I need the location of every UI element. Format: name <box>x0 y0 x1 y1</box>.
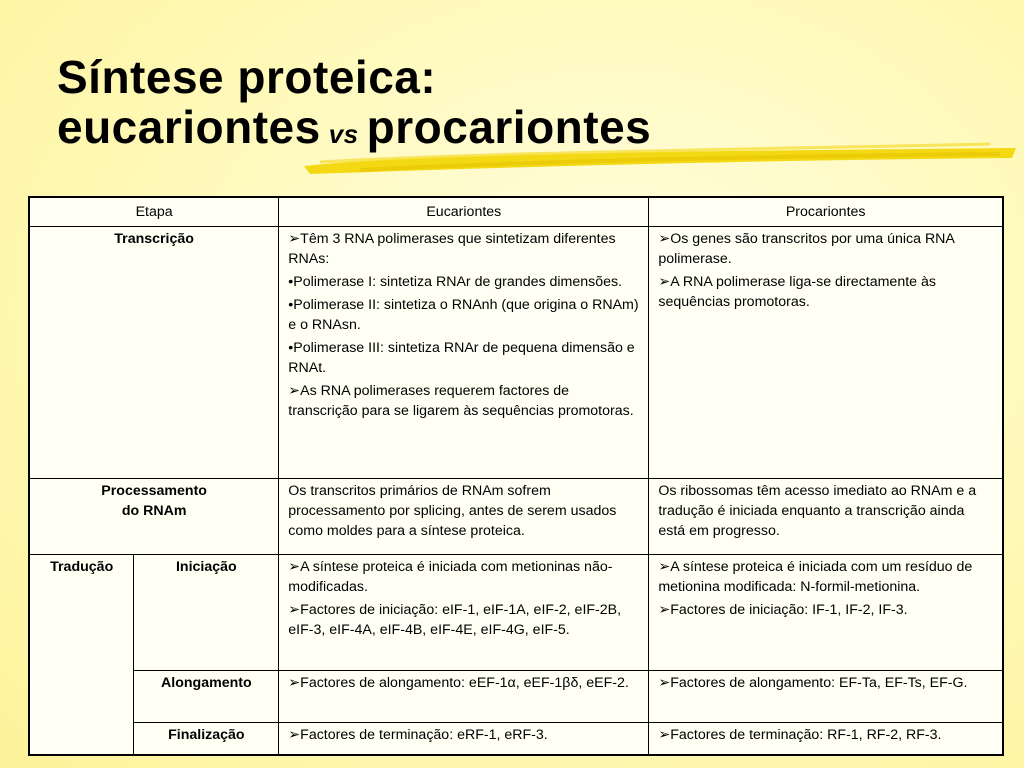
title-word-eucariontes: eucariontes <box>57 101 321 153</box>
stage-transcricao: Transcrição <box>29 227 279 479</box>
list-item: ➢Factores de iniciação: IF-1, IF-2, IF-3. <box>658 602 908 618</box>
title-word-procariontes: procariontes <box>366 101 652 153</box>
table-header-row <box>29 197 1003 227</box>
list-item: ➢A RNA polimerase liga-se directamente às sequências promotoras. <box>658 274 936 310</box>
list-item: •Polimerase I: sintetiza RNAr de grandes dimensões. <box>288 274 623 290</box>
cell-finalizacao-procariontes: ➢Factores de terminação: RF-1, RF-2, RF-3. <box>649 723 1003 755</box>
cell-processamento-eucariontes: Os transcritos primários de RNAm sofrem processamento por splicing, antes de serem usados como moldes para a síntese proteica. <box>279 479 649 555</box>
title-vs: vs <box>328 119 359 149</box>
header-etapa: Etapa <box>29 197 279 227</box>
stage-alongamento: Alongamento <box>134 671 279 723</box>
row-finalizacao <box>29 723 1003 755</box>
cell-iniciacao-eucariontes <box>279 555 649 671</box>
header-procariontes: Procariontes <box>649 197 1003 227</box>
stage-iniciacao: Iniciação <box>134 555 279 671</box>
list-item: ➢Os genes são transcritos por uma única RNA polimerase. <box>658 231 955 267</box>
stage-traducao: Tradução <box>29 555 134 755</box>
list-item: ➢Têm 3 RNA polimerases que sintetizam diferentes RNAs: <box>288 231 616 267</box>
cell-alongamento-eucariontes: ➢Factores de alongamento: eEF-1α, eEF-1βδ, eEF-2. <box>279 671 649 723</box>
cell-processamento-procariontes: Os ribossomas têm acesso imediato ao RNAm e a tradução é iniciada enquanto a transcrição ainda está em progresso. <box>649 479 1003 555</box>
list-item: ➢A síntese proteica é iniciada com metioninas não-modificadas. <box>288 559 613 595</box>
list-item: ➢Factores de iniciação: eIF-1, eIF-1A, eIF-2, eIF-2B, eIF-3, eIF-4A, eIF-4B, eIF-4E, eIF-4G, eIF-5. <box>288 602 622 638</box>
header-eucariontes: Eucariontes <box>279 197 649 227</box>
cell-finalizacao-eucariontes: ➢Factores de terminação: eRF-1, eRF-3. <box>279 723 649 755</box>
list-item: •Polimerase III: sintetiza RNAr de pequena dimensão e RNAt. <box>288 340 635 376</box>
yellow-brush-stroke-decoration <box>300 140 1020 176</box>
row-alongamento <box>29 671 1003 723</box>
stage-processamento-line2: do RNAm <box>121 503 187 519</box>
row-transcricao <box>29 227 1003 479</box>
cell-transcricao-procariontes <box>649 227 1003 479</box>
list-item: •Polimerase II: sintetiza o RNAnh (que origina o RNAm) e o RNAsn. <box>288 297 639 333</box>
row-iniciacao <box>29 555 1003 671</box>
row-processamento <box>29 479 1003 555</box>
list-item: ➢As RNA polimerases requerem factores de transcrição para se ligarem às sequências promotoras. <box>288 383 634 419</box>
cell-transcricao-eucariontes <box>279 227 649 479</box>
stage-finalizacao: Finalização <box>134 723 279 755</box>
list-item: ➢A síntese proteica é iniciada com um resíduo de metionina modificada: N-formil-metionina. <box>658 559 973 595</box>
stage-processamento-line1: Processamento <box>101 483 207 499</box>
title-line-1: Síntese proteica: <box>57 51 437 103</box>
cell-alongamento-procariontes: ➢Factores de alongamento: EF-Ta, EF-Ts, EF-G. <box>649 671 1003 723</box>
comparison-table <box>28 196 1004 756</box>
stage-processamento <box>29 479 279 555</box>
cell-iniciacao-procariontes <box>649 555 1003 671</box>
